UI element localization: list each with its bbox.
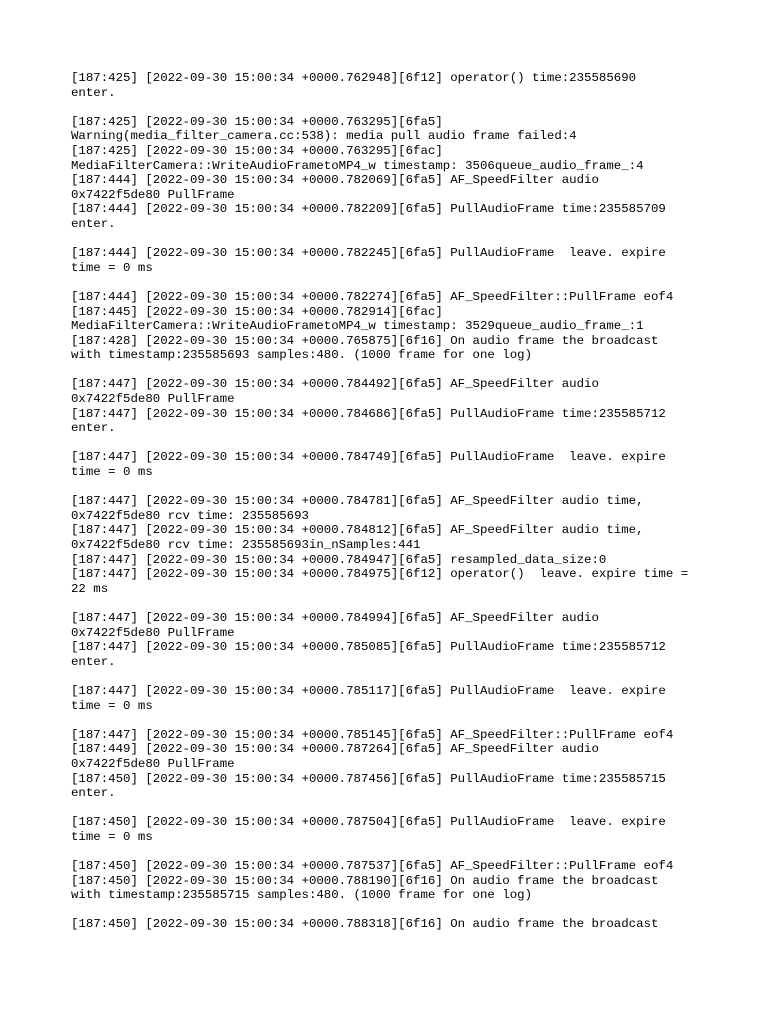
log-entry-block (71, 377, 731, 435)
log-line: enter. (71, 421, 116, 436)
log-line: [187:425] [2022-09-30 15:00:34 +0000.763295][6fa5] (71, 114, 443, 129)
log-line: MediaFilterCamera::WriteAudioFrametoMP4_w timestamp: 3506queue_audio_frame_:4 (71, 158, 644, 173)
log-entry-block (71, 450, 731, 479)
log-line: 0x7422f5de80 PullFrame (71, 392, 235, 407)
log-line: [187:447] [2022-09-30 15:00:34 +0000.784994][6fa5] AF_SpeedFilter audio (71, 610, 599, 625)
log-line: [187:450] [2022-09-30 15:00:34 +0000.788190][6f16] On audio frame the broadcast (71, 873, 659, 888)
log-line: 0x7422f5de80 PullFrame (71, 625, 235, 640)
log-entry-block (71, 115, 731, 232)
log-line: [187:444] [2022-09-30 15:00:34 +0000.782209][6fa5] PullAudioFrame time:235585709 (71, 202, 666, 217)
log-line: 0x7422f5de80 PullFrame (71, 187, 235, 202)
log-line: [187:449] [2022-09-30 15:00:34 +0000.787264][6fa5] AF_SpeedFilter audio (71, 742, 599, 757)
log-line: enter. (71, 85, 116, 100)
log-line: [187:450] [2022-09-30 15:00:34 +0000.787456][6fa5] PullAudioFrame time:235585715 (71, 771, 666, 786)
log-entry-block (71, 611, 731, 669)
log-line: enter. (71, 216, 116, 231)
log-line: time = 0 ms (71, 698, 153, 713)
log-line: time = 0 ms (71, 465, 153, 480)
log-document (71, 71, 731, 947)
log-line: [187:447] [2022-09-30 15:00:34 +0000.784492][6fa5] AF_SpeedFilter audio (71, 377, 599, 392)
log-line: enter. (71, 654, 116, 669)
log-line: 22 ms (71, 581, 109, 596)
log-entry-block (71, 728, 731, 801)
log-entry-block (71, 815, 731, 844)
log-line: 0x7422f5de80 rcv time: 235585693 (71, 508, 309, 523)
log-line: [187:447] [2022-09-30 15:00:34 +0000.784749][6fa5] PullAudioFrame leave. expire (71, 450, 666, 465)
log-line: [187:447] [2022-09-30 15:00:34 +0000.784947][6fa5] resampled_data_size:0 (71, 552, 607, 567)
log-line: [187:450] [2022-09-30 15:00:34 +0000.787537][6fa5] AF_SpeedFilter::PullFrame eof4 (71, 859, 674, 874)
log-entry-block (71, 246, 731, 275)
log-line: [187:447] [2022-09-30 15:00:34 +0000.785117][6fa5] PullAudioFrame leave. expire (71, 683, 666, 698)
log-entry-block (71, 494, 731, 596)
log-line: [187:447] [2022-09-30 15:00:34 +0000.785145][6fa5] AF_SpeedFilter::PullFrame eof4 (71, 727, 674, 742)
log-line: time = 0 ms (71, 260, 153, 275)
log-line: [187:444] [2022-09-30 15:00:34 +0000.782274][6fa5] AF_SpeedFilter::PullFrame eof4 (71, 289, 674, 304)
log-entry-block (71, 859, 731, 903)
log-line: [187:425] [2022-09-30 15:00:34 +0000.763295][6fac] (71, 143, 443, 158)
log-line: [187:450] [2022-09-30 15:00:34 +0000.788318][6f16] On audio frame the broadcast (71, 917, 659, 932)
log-line: with timestamp:235585693 samples:480. (1000 frame for one log) (71, 348, 533, 363)
log-line: [187:447] [2022-09-30 15:00:34 +0000.784781][6fa5] AF_SpeedFilter audio time, (71, 494, 644, 509)
log-line: [187:447] [2022-09-30 15:00:34 +0000.784975][6f12] operator() leave. expire time = (71, 567, 689, 582)
log-line: time = 0 ms (71, 829, 153, 844)
log-entry-block (71, 684, 731, 713)
log-line: [187:428] [2022-09-30 15:00:34 +0000.765875][6f16] On audio frame the broadcast (71, 333, 659, 348)
log-line: Warning(media_filter_camera.cc:538): media pull audio frame failed:4 (71, 129, 577, 144)
log-line: [187:444] [2022-09-30 15:00:34 +0000.782069][6fa5] AF_SpeedFilter audio (71, 173, 599, 188)
log-line: [187:447] [2022-09-30 15:00:34 +0000.784686][6fa5] PullAudioFrame time:235585712 (71, 406, 666, 421)
log-line: enter. (71, 786, 116, 801)
log-line: [187:450] [2022-09-30 15:00:34 +0000.787504][6fa5] PullAudioFrame leave. expire (71, 815, 666, 830)
log-line: MediaFilterCamera::WriteAudioFrametoMP4_w timestamp: 3529queue_audio_frame_:1 (71, 319, 644, 334)
log-line: with timestamp:235585715 samples:480. (1000 frame for one log) (71, 888, 533, 903)
log-entry-block (71, 917, 731, 932)
log-entry-block (71, 290, 731, 363)
log-line: [187:447] [2022-09-30 15:00:34 +0000.785085][6fa5] PullAudioFrame time:235585712 (71, 640, 666, 655)
log-line: [187:445] [2022-09-30 15:00:34 +0000.782914][6fac] (71, 304, 443, 319)
log-entry-block (71, 71, 731, 100)
log-line: 0x7422f5de80 rcv time: 235585693in_nSamples:441 (71, 538, 421, 552)
log-line: [187:425] [2022-09-30 15:00:34 +0000.762948][6f12] operator() time:235585690 (71, 71, 637, 85)
log-line: [187:447] [2022-09-30 15:00:34 +0000.784812][6fa5] AF_SpeedFilter audio time, (71, 523, 644, 538)
log-line: 0x7422f5de80 PullFrame (71, 756, 235, 771)
log-line: [187:444] [2022-09-30 15:00:34 +0000.782245][6fa5] PullAudioFrame leave. expire (71, 246, 666, 261)
